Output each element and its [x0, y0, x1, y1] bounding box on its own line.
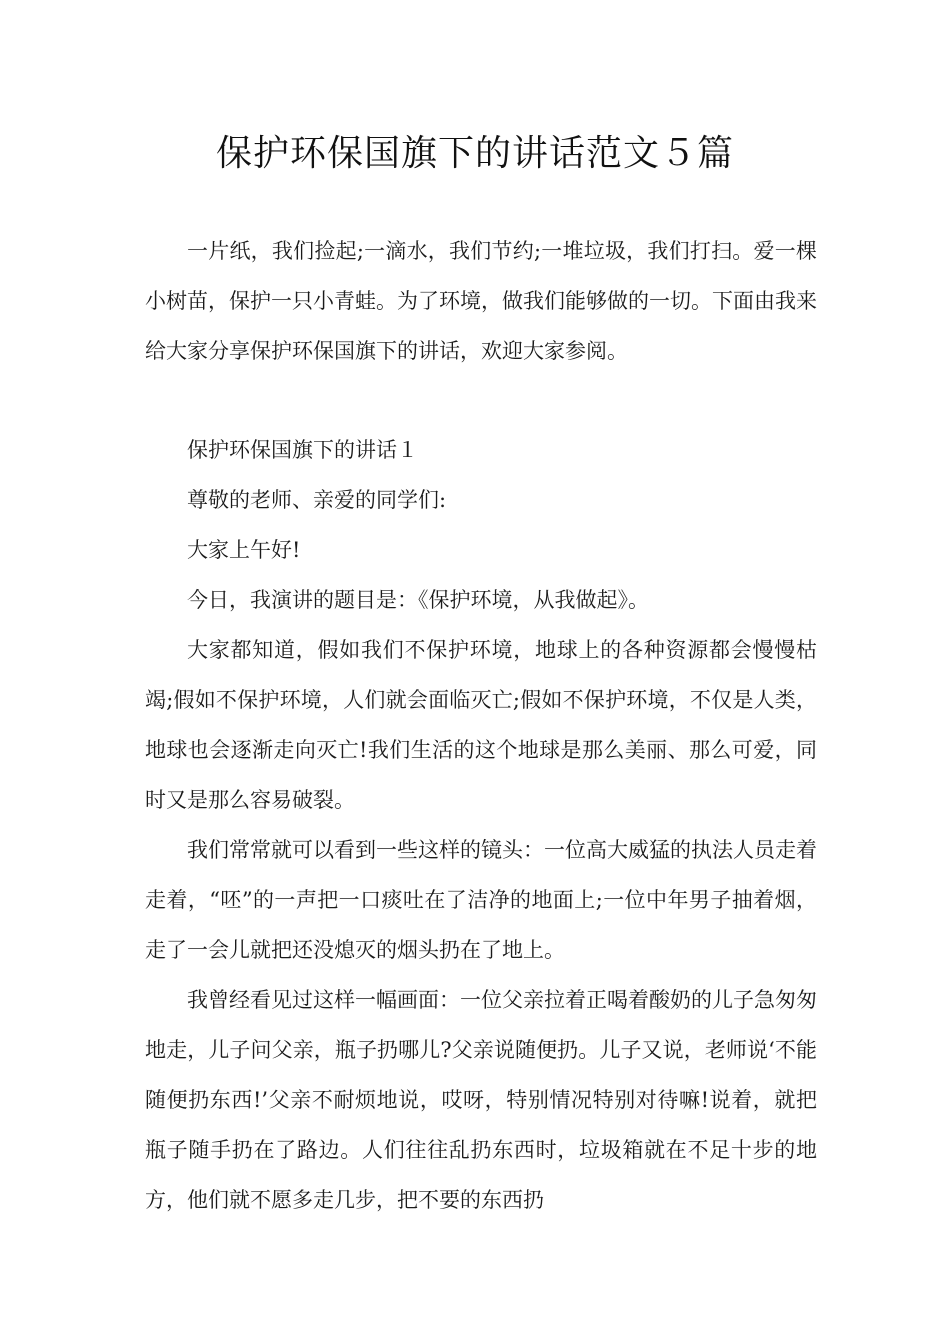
body-paragraph-1: 今日，我演讲的题目是：《保护环境，从我做起》。: [187, 588, 649, 612]
intro-paragraph: 一片纸，我们捡起;一滴水，我们节约;一堆垃圾，我们打扫。爱一棵小树苗，保护一只小青蛙。为了环境，做我们能够做的一切。下面由我来给大家分享保护环保国旗下的讲话，欢迎大家参阅。: [145, 239, 817, 363]
body-paragraph-2: 大家都知道，假如我们不保护环境，地球上的各种资源都会慢慢枯竭;假如不保护环境，人们就会面临灭亡;假如不保护环境，不仅是人类，地球也会逐渐走向灭亡!我们生活的这个地球是那么美丽、那么可爱，同时又是那么容易破裂。: [145, 638, 817, 812]
section-heading: 保护环保国旗下的讲话１: [187, 438, 418, 462]
speech-block: [145, 425, 817, 1225]
salutation: 尊敬的老师、亲爱的同学们:: [187, 488, 447, 512]
greeting: 大家上午好!: [187, 538, 301, 562]
body-paragraph-4: 我曾经看见过这样一幅画面：一位父亲拉着正喝着酸奶的儿子急匆匆地走，儿子问父亲，瓶子扔哪儿?父亲说随便扔。儿子又说，老师说‘不能随便扔东西!’父亲不耐烦地说，哎呀，特别情况特别对待嘛!说着，就把瓶子随手扔在了路边。人们往往乱扔东西时，垃圾箱就在不足十步的地方，他们就不愿多走几步，把不要的东西扔: [145, 988, 817, 1212]
intro-block: [145, 226, 817, 376]
body-paragraph-3: 我们常常就可以看到一些这样的镜头：一位高大威猛的执法人员走着走着，“呸”的一声把一口痰吐在了洁净的地面上;一位中年男子抽着烟，走了一会儿就把还没熄灭的烟头扔在了地上。: [145, 838, 817, 962]
document-title: 保护环保国旗下的讲话范文５篇: [215, 133, 734, 174]
